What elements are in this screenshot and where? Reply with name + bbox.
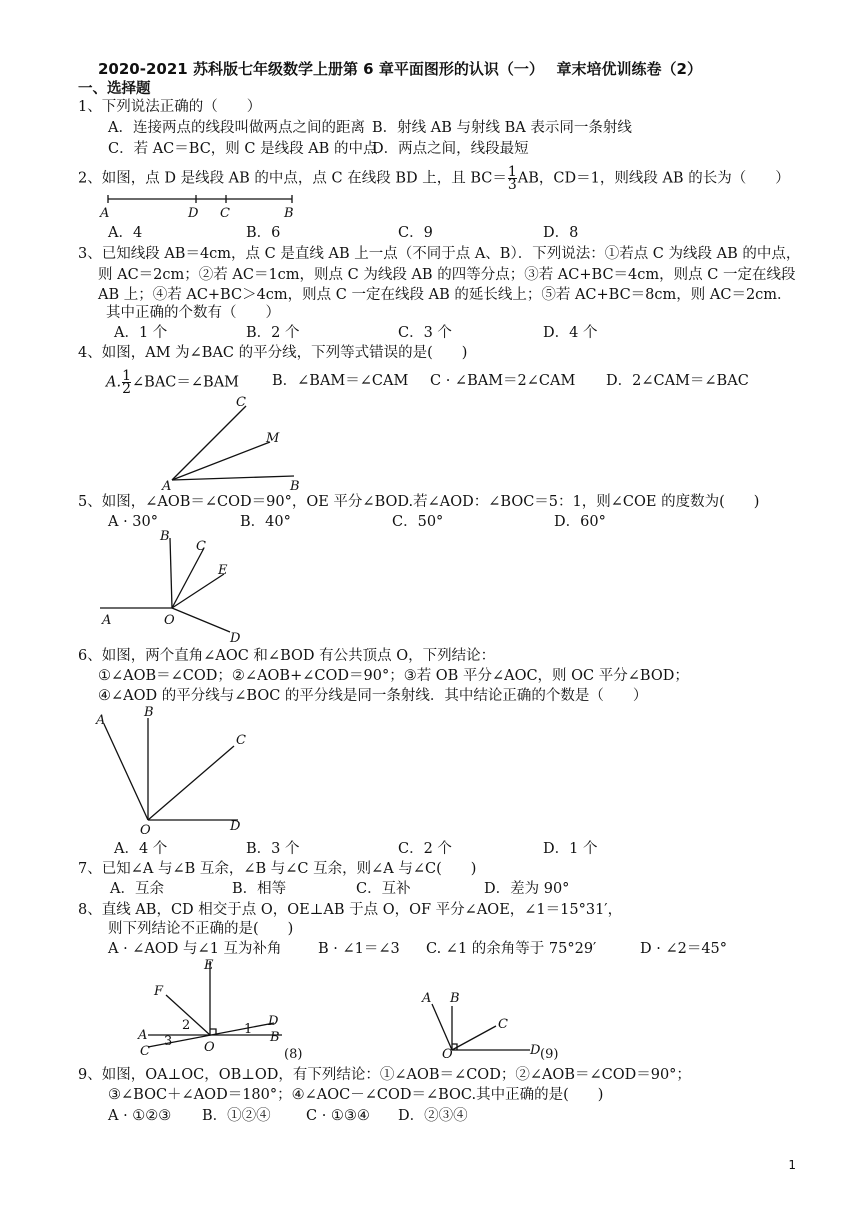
label-d: D [268, 1014, 279, 1029]
label-a: A [100, 206, 110, 221]
q2-stem-post: AB，CD＝1，则线段 AB 的长为（ ） [517, 170, 790, 187]
q3-option-c: C．3 个 [398, 325, 452, 341]
label-b: B [290, 479, 300, 494]
label-angle-3: 3 [164, 1034, 173, 1049]
section-heading: 一、选择题 [78, 81, 151, 97]
q5-option-b: B．40° [240, 514, 291, 530]
q6-line-2: ①∠AOB＝∠COD；②∠AOB+∠COD＝90°；③若 OB 平分∠AOC，则 OC 平分∠BOD； [98, 668, 689, 684]
label-b: B [450, 991, 460, 1006]
label-a: A [162, 479, 172, 494]
q4-fraction-denominator: 2 [122, 381, 132, 397]
label-o: O [140, 823, 151, 838]
label-d: D [188, 206, 199, 221]
q4-option-a [106, 370, 239, 395]
q7-stem: 7、已知∠A 与∠B 互余，∠B 与∠C 互余，则∠A 与∠C( ) [78, 861, 477, 877]
label-b: B [284, 206, 294, 221]
q6-option-b: B．3 个 [246, 841, 300, 857]
q5-option-a: A · 30° [108, 514, 158, 530]
q6-option-d: D．1 个 [543, 841, 598, 857]
q5-stem: 5、如图，∠AOB＝∠COD＝90°，OE 平分∠BOD.若∠AOD：∠BOC＝5：1，则∠COE 的度数为( ) [78, 494, 760, 510]
q3-line-1: 3、已知线段 AB＝4cm，点 C 是直线 AB 上一点（不同于点 A、B）．下列说法：①若点 C 为线段 AB 的中点， [78, 246, 801, 262]
q8-line-1: 8、直线 AB，CD 相交于点 O，OE⊥AB 于点 O，OF 平分∠AOE，∠1＝15°31′， [78, 902, 623, 918]
label-c: C [196, 539, 206, 554]
q3-option-a: A．1 个 [114, 325, 168, 341]
label-e: E [218, 563, 228, 578]
q4-stem: 4、如图，AM 为∠BAC 的平分线，下列等式错误的是( ) [78, 345, 468, 361]
label-a: A [138, 1028, 148, 1043]
q8-option-b: B · ∠1＝∠3 [318, 941, 400, 957]
q8-line-2: 则下列结论不正确的是( ) [108, 921, 294, 937]
q3-line-3: AB 上；④若 AC+BC＞4cm，则点 C 一定在线段 AB 的延长线上；⑤若 AC+BC＝8cm，则 AC＝2cm． [98, 287, 792, 303]
q7-option-a: A．互余 [110, 881, 164, 897]
q2-stem [78, 166, 790, 191]
q3-line-2: 则 AC＝2cm；②若 AC＝1cm，则点 C 为线段 AB 的四等分点；③若 AC+BC＝4cm，则点 C 一定在线段 [98, 267, 796, 283]
q7-option-b: B．相等 [232, 881, 287, 897]
label-f: F [154, 984, 164, 999]
q1-option-c: C．若 AC＝BC，则 C 是线段 AB 的中点 [108, 141, 378, 157]
label-d: D [530, 1043, 541, 1058]
label-e: E [204, 958, 214, 973]
ray-oc [148, 746, 234, 820]
q2-option-b: B．6 [246, 225, 281, 241]
q9-perpendicular-figure [420, 990, 560, 1060]
q9-option-a: A · ①②③ [108, 1108, 172, 1124]
label-d: D [230, 631, 241, 646]
q2-option-c: C．9 [398, 225, 433, 241]
label-c: C [220, 206, 230, 221]
label-b: B [160, 529, 170, 544]
q4-option-c: C · ∠BAM＝2∠CAM [430, 373, 576, 389]
q4-fraction [122, 370, 131, 395]
q3-option-d: D．4 个 [543, 325, 598, 341]
label-angle-2: 2 [182, 1018, 191, 1033]
q6-angle-figure [96, 706, 256, 836]
ray-oa [432, 1004, 452, 1050]
q7-option-c: C．互补 [356, 881, 411, 897]
label-o: O [442, 1047, 453, 1062]
q4-fraction-numerator: 1 [122, 368, 132, 384]
q5-angle-figure [100, 529, 260, 646]
figure-9-caption: (9) [540, 1047, 559, 1062]
q8-option-c: C. ∠1 的余角等于 75°29′ [426, 941, 597, 957]
q1-stem: 1、下列说法正确的（ ） [78, 99, 262, 115]
q2-fraction [508, 166, 517, 191]
q3-option-b: B．2 个 [246, 325, 300, 341]
q2-option-a: A．4 [108, 225, 143, 241]
ray-oc [172, 548, 204, 608]
ray-ob [170, 538, 172, 608]
q6-option-c: C．2 个 [398, 841, 452, 857]
q2-fraction-denominator: 3 [507, 177, 517, 193]
page-title: 2020-2021 苏科版七年级数学上册第 6 章平面图形的认识（一） 章末培优训练卷（2） [98, 60, 702, 78]
q9-line-1: 9、如图，OA⊥OC，OB⊥OD，有下列结论：①∠AOB＝∠COD；②∠AOB＝∠COD＝90°； [78, 1067, 691, 1083]
q1-option-b: B．射线 AB 与射线 BA 表示同一条射线 [372, 120, 632, 136]
q3-line-4: 其中正确的个数有（ ） [106, 305, 280, 321]
ray-ab [172, 476, 294, 480]
ray-ac [172, 406, 246, 480]
label-a: A [96, 713, 106, 728]
q5-option-c: C．50° [392, 514, 444, 530]
ray-od [172, 608, 230, 632]
label-a: A [102, 613, 112, 628]
ray-am [172, 442, 270, 480]
q7-option-d: D．差为 90° [484, 881, 570, 897]
q4-option-b: B．∠BAM＝∠CAM [272, 373, 409, 389]
label-b: B [144, 705, 154, 720]
label-o: O [204, 1040, 215, 1055]
ray-oa [104, 724, 148, 820]
q2-stem-pre: 2、如图，点 D 是线段 AB 的中点，点 C 在线段 BD 上，且 BC＝ [78, 170, 507, 187]
q8-intersecting-lines-figure [136, 955, 306, 1060]
q6-line-3: ④∠AOD 的平分线与∠BOC 的平分线是同一条射线．其中结论正确的个数是（ ） [98, 688, 648, 704]
q4-option-a-letter: A. [106, 374, 122, 391]
label-a: A [422, 991, 432, 1006]
q9-option-d: D．②③④ [398, 1108, 468, 1124]
ray-oc [452, 1026, 496, 1050]
q4-option-a-text: ∠BAC＝∠BAM [132, 374, 240, 391]
label-m: M [266, 431, 280, 446]
label-c: C [236, 395, 246, 410]
q2-segment-figure [100, 195, 300, 225]
q9-option-b: B．①②④ [202, 1108, 271, 1124]
label-angle-1: 1 [244, 1022, 253, 1037]
q4-option-d: D．2∠CAM＝∠BAC [606, 373, 749, 389]
q6-line-1: 6、如图，两个直角∠AOC 和∠BOD 有公共顶点 O，下列结论： [78, 648, 496, 664]
q1-option-d: D．两点之间，线段最短 [372, 141, 529, 157]
q8-option-d: D · ∠2＝45° [640, 941, 728, 957]
label-d: D [230, 819, 241, 834]
q6-option-a: A．4 个 [114, 841, 168, 857]
q2-option-d: D．8 [543, 225, 579, 241]
q9-line-2: ③∠BOC＋∠AOD＝180°；④∠AOC－∠COD＝∠BOC.其中正确的是( ) [108, 1087, 604, 1103]
figure-8-caption: (8) [284, 1047, 303, 1062]
q5-option-d: D．60° [554, 514, 606, 530]
page-number: 1 [788, 1158, 796, 1172]
label-c: C [236, 733, 246, 748]
label-o: O [164, 613, 175, 628]
q2-fraction-numerator: 1 [507, 164, 517, 180]
q4-angle-figure [160, 395, 300, 494]
q1-option-a: A．连接两点的线段叫做两点之间的距离 [108, 120, 365, 136]
label-c: C [498, 1017, 508, 1032]
label-b: B [270, 1030, 280, 1045]
q9-option-c: C · ①③④ [306, 1108, 370, 1124]
ray-oe [172, 574, 224, 608]
q8-option-a: A · ∠AOD 与∠1 互为补角 [108, 941, 282, 957]
label-c: C [140, 1044, 150, 1059]
